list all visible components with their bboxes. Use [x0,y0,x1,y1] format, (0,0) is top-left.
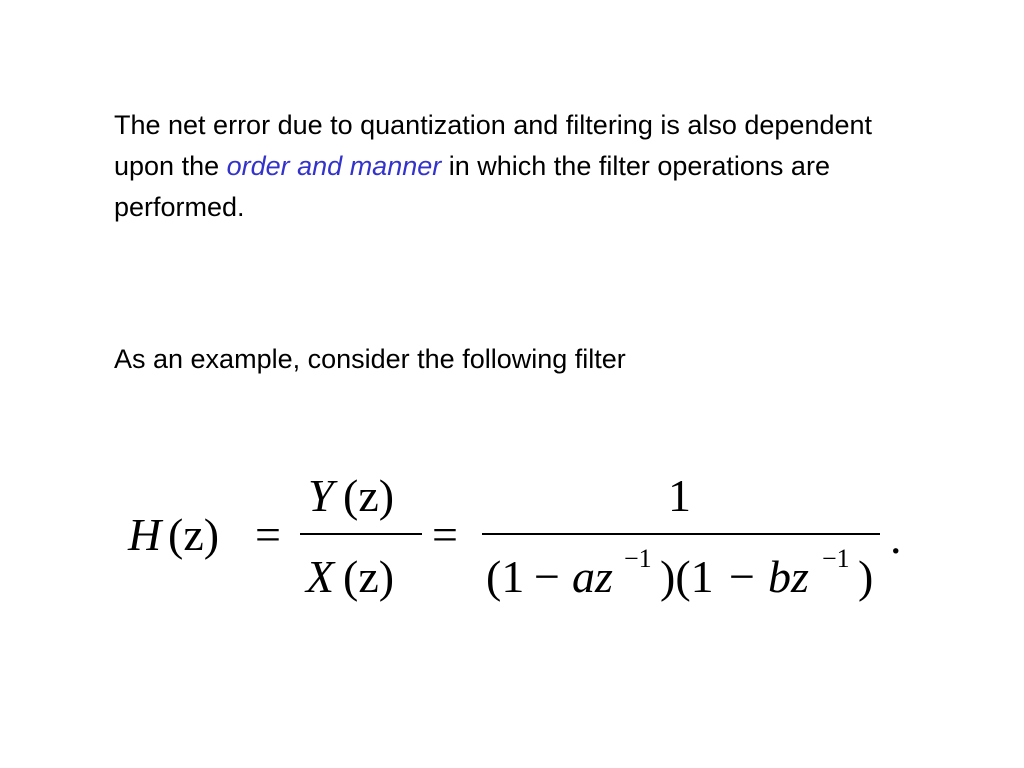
numerator-one: 1 [668,470,691,521]
paragraph1-text-end: in which the filter operations are performed. [114,151,830,222]
numerator-Y-argument: (z) [343,470,395,521]
exponent-minus-one-2: −1 [822,544,850,573]
exponent-minus-one-1: −1 [624,544,652,573]
lhs-function-H: H [128,509,162,560]
equation-period: . [890,512,902,563]
equals-sign-1: = [255,509,281,560]
equals-sign-2: = [432,509,458,560]
numerator-Y: Y [308,470,334,521]
denominator-open-paren-one: (1 [486,551,525,602]
denominator-X: X [306,551,335,602]
fraction-bar-2 [482,533,880,535]
denominator-close-paren: ) [858,551,874,602]
denominator-X-argument: (z) [343,551,395,602]
minus-sign-1: − [534,551,560,602]
term-bz: bz [768,551,809,602]
fraction-bar-1 [300,533,422,535]
minus-sign-2: − [729,551,755,602]
lhs-argument: (z) [168,509,220,560]
emphasis-order-and-manner: order and manner [226,151,442,181]
term-az: az [572,551,613,602]
paragraph1-text-start: The net error due to quantization and filtering is also dependent upon the [114,110,873,181]
paragraph-example-intro: As an example, consider the following filter [114,344,626,374]
denominator-middle-parens: )(1 [660,551,714,602]
